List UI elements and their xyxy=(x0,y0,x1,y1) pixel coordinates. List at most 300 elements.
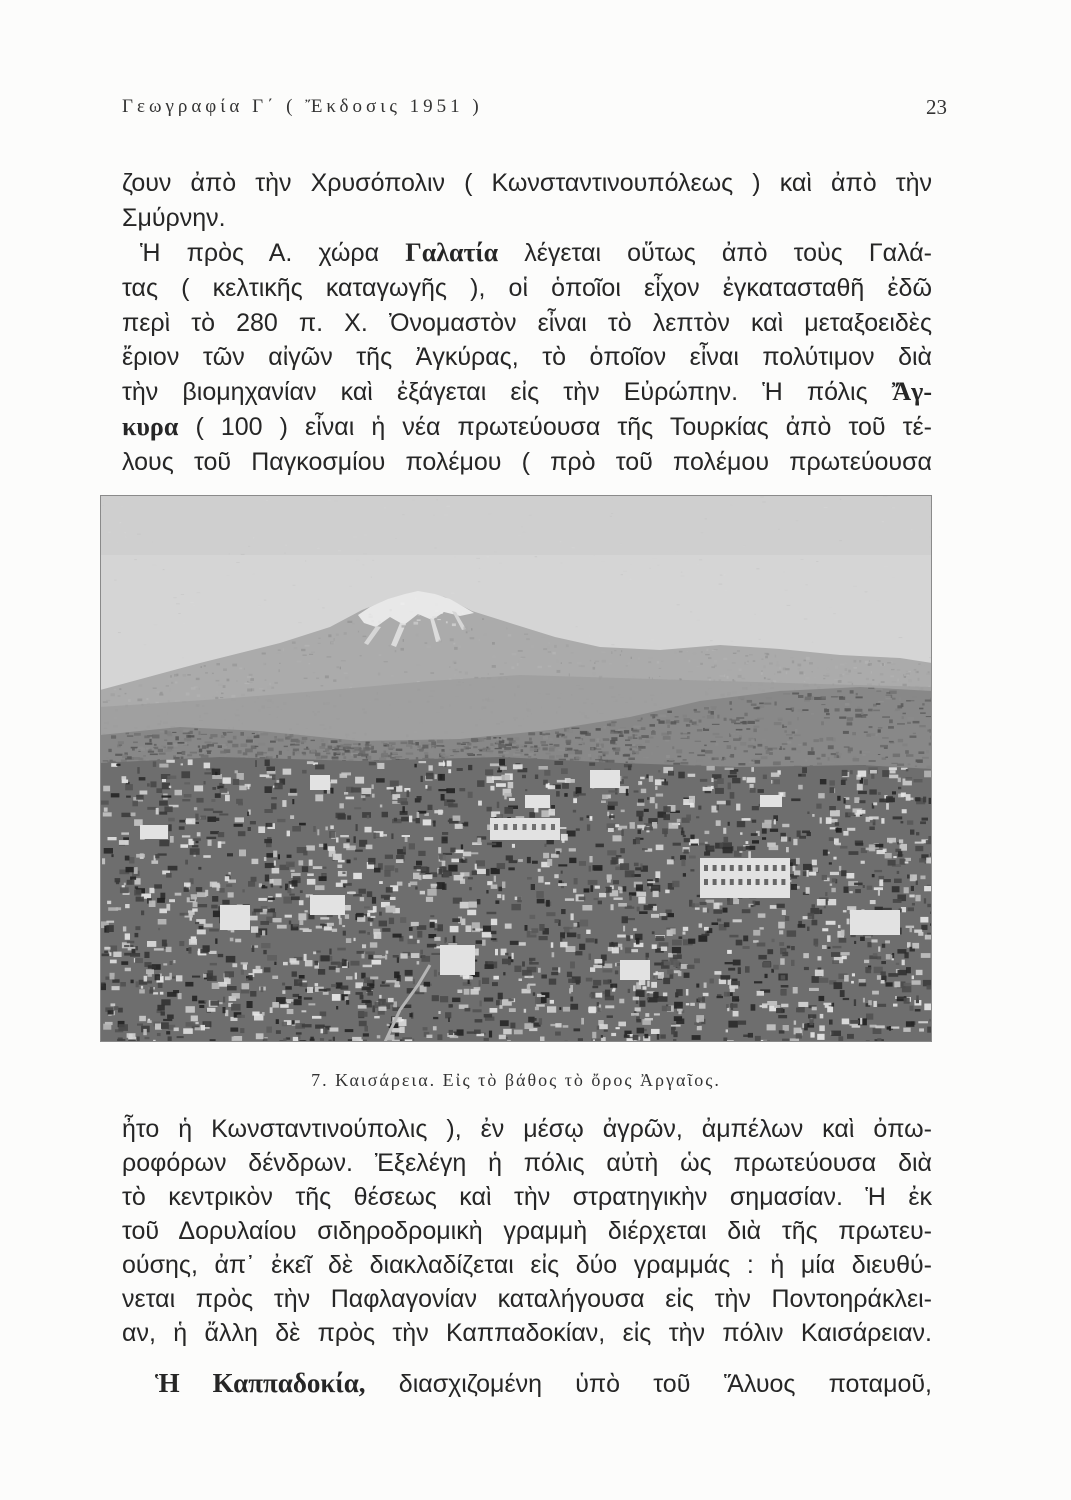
building-roof xyxy=(320,917,329,919)
building-shadow xyxy=(495,900,499,904)
building-shadow xyxy=(683,849,688,853)
building-roof xyxy=(599,1024,608,1029)
sky-speck xyxy=(523,532,526,533)
foothill-speck xyxy=(506,751,509,752)
foothill-speck xyxy=(556,755,562,758)
mountain-speck xyxy=(581,665,585,667)
foothill-speck xyxy=(878,701,884,702)
building-roof xyxy=(727,950,732,954)
building-roof xyxy=(368,910,375,913)
text-run: Ἡ πρὸς Α. χώρα xyxy=(140,238,406,267)
building-shadow xyxy=(263,950,266,954)
foothill-speck xyxy=(321,739,324,742)
mountain-speck xyxy=(732,662,736,664)
building-shadow xyxy=(536,891,544,898)
sky-speck xyxy=(286,545,287,546)
foothill-speck xyxy=(850,690,854,693)
building-shadow xyxy=(338,814,346,820)
mountain-speck xyxy=(174,674,177,677)
building-shadow xyxy=(598,901,602,905)
foothill-speck xyxy=(291,745,295,748)
building-shadow xyxy=(426,773,434,780)
mountain-speck xyxy=(737,650,740,652)
building-roof xyxy=(386,951,389,954)
building-shadow xyxy=(922,818,929,821)
building-roof xyxy=(116,907,121,910)
building-shadow xyxy=(639,816,643,821)
foothill-speck xyxy=(524,754,528,756)
building-shadow xyxy=(633,839,636,844)
mountain-speck xyxy=(309,663,311,664)
building-roof xyxy=(633,997,639,1001)
building-shadow xyxy=(809,1019,813,1025)
building-roof xyxy=(125,968,131,972)
foothill-speck xyxy=(225,755,227,757)
sky-speck xyxy=(124,532,126,533)
building-roof xyxy=(893,1004,898,1007)
building-shadow xyxy=(225,971,235,977)
sky-speck xyxy=(576,626,578,627)
building-roof xyxy=(783,1025,789,1031)
building xyxy=(310,895,345,915)
sky-speck xyxy=(784,571,785,572)
mountain-speck xyxy=(826,673,830,675)
building-roof xyxy=(143,1029,147,1035)
foothill-speck xyxy=(521,749,524,752)
building-shadow xyxy=(737,821,745,827)
foothill-speck xyxy=(710,741,716,742)
building-roof xyxy=(500,766,507,770)
building-roof xyxy=(435,774,437,779)
building-shadow xyxy=(828,947,831,949)
building-shadow xyxy=(723,847,733,853)
foothill-speck xyxy=(167,742,172,745)
building-roof xyxy=(655,786,657,790)
building-shadow xyxy=(497,770,501,772)
building-roof xyxy=(762,823,771,829)
building-shadow xyxy=(376,778,385,782)
building-shadow xyxy=(897,871,900,874)
foothill-speck xyxy=(717,715,719,719)
building-roof xyxy=(558,883,567,886)
building-shadow xyxy=(401,855,403,857)
mountain-speck xyxy=(455,669,458,671)
mountain-speck xyxy=(304,678,308,679)
text-run: νεται πρὸς τὴν Παφλαγονίαν καταλήγουσα εἰς τὴν Ποντοηράκλει- xyxy=(122,1285,932,1313)
foothill-speck xyxy=(697,729,702,731)
mountain-speck xyxy=(227,679,230,682)
foothill-speck xyxy=(172,749,180,750)
foothill-speck xyxy=(395,756,403,757)
building-roof xyxy=(774,819,776,824)
foothill-speck xyxy=(579,744,583,745)
building-roof xyxy=(818,956,822,960)
mountain-speck xyxy=(526,638,530,640)
building-shadow xyxy=(136,795,143,800)
foothill-speck xyxy=(805,697,811,700)
building-roof xyxy=(181,763,183,765)
mountain-speck xyxy=(404,671,408,673)
building-shadow xyxy=(473,1009,482,1012)
building-shadow xyxy=(802,767,807,773)
building-shadow xyxy=(589,994,592,998)
foothill-speck xyxy=(388,755,392,758)
building-shadow xyxy=(184,794,192,797)
building-shadow xyxy=(855,889,861,893)
foothill-speck xyxy=(284,746,288,747)
mountain-speck xyxy=(231,695,235,698)
building-roof xyxy=(299,920,303,925)
building-shadow xyxy=(184,887,189,892)
foothill-speck xyxy=(876,703,880,705)
mountain-speck xyxy=(159,694,163,696)
building-shadow xyxy=(546,900,550,907)
building-shadow xyxy=(723,908,728,913)
foothill-speck xyxy=(902,716,904,719)
building-shadow xyxy=(819,978,829,983)
building-roof xyxy=(822,928,828,931)
building-shadow xyxy=(115,878,121,882)
building-roof xyxy=(225,795,230,801)
building-shadow xyxy=(431,953,440,955)
foothill-speck xyxy=(918,751,924,754)
building-shadow xyxy=(908,907,915,911)
building-shadow xyxy=(407,790,410,797)
building-roof xyxy=(595,886,600,889)
mountain-speck xyxy=(857,673,861,674)
building-shadow xyxy=(787,930,797,936)
mountain-speck xyxy=(882,663,884,666)
foothill-speck xyxy=(705,750,713,754)
mountain-speck xyxy=(232,664,237,667)
mountain-speck xyxy=(918,663,920,664)
sky-speck xyxy=(371,577,372,578)
building-roof xyxy=(637,825,645,829)
mountain-speck xyxy=(414,622,419,625)
building-shadow xyxy=(353,894,362,896)
building-shadow xyxy=(829,1020,833,1025)
foothill-speck xyxy=(440,752,445,755)
building-roof xyxy=(871,939,877,942)
building-shadow xyxy=(367,891,372,897)
sky-speck xyxy=(454,557,456,558)
building-roof xyxy=(563,1007,570,1012)
mountain-speck xyxy=(929,686,930,687)
window xyxy=(721,879,725,885)
foothill-speck xyxy=(240,756,248,758)
building-roof xyxy=(636,892,646,897)
building-roof xyxy=(497,894,501,898)
foothill-speck xyxy=(596,728,601,731)
sky-speck xyxy=(892,507,895,508)
mountain-speck xyxy=(191,687,196,690)
mountain-speck xyxy=(390,609,392,611)
sky-speck xyxy=(681,576,685,577)
building-shadow xyxy=(763,775,767,780)
sky-speck xyxy=(437,499,438,500)
building-shadow xyxy=(421,776,423,782)
building-shadow xyxy=(881,961,886,964)
building-shadow xyxy=(644,1034,648,1038)
mountain-speck xyxy=(278,649,281,651)
building-roof xyxy=(256,1033,264,1039)
building-roof xyxy=(873,1001,877,1007)
foothill-speck xyxy=(751,739,755,742)
building-shadow xyxy=(346,1000,349,1005)
building-roof xyxy=(620,947,622,950)
building-shadow xyxy=(915,1009,921,1012)
building-shadow xyxy=(556,791,560,797)
mountain-speck xyxy=(166,685,169,686)
building-shadow xyxy=(127,880,135,885)
foothill-speck xyxy=(187,754,192,756)
mountain-speck xyxy=(401,648,405,651)
mountain-speck xyxy=(707,677,711,679)
window xyxy=(764,879,768,885)
foothill-speck xyxy=(246,740,253,743)
building-shadow xyxy=(532,861,538,864)
building-shadow xyxy=(728,822,730,826)
building-shadow xyxy=(254,909,263,913)
building-shadow xyxy=(570,1004,578,1010)
building-roof xyxy=(386,906,396,913)
building-shadow xyxy=(593,980,601,986)
building-roof xyxy=(726,1029,728,1032)
foothill-speck xyxy=(713,733,720,735)
building-shadow xyxy=(597,1002,599,1006)
building-shadow xyxy=(812,920,818,926)
building-roof xyxy=(365,827,372,833)
building-roof xyxy=(175,790,183,796)
building-roof xyxy=(370,922,372,926)
building-roof xyxy=(413,873,419,879)
foothill-speck xyxy=(811,747,814,751)
mountain-speck xyxy=(196,678,200,680)
foothill-speck xyxy=(845,703,850,706)
building-shadow xyxy=(382,928,390,932)
building-shadow xyxy=(850,1020,859,1024)
foothill-speck xyxy=(751,704,757,706)
foothill-speck xyxy=(790,761,794,762)
building-shadow xyxy=(238,803,243,806)
building-roof xyxy=(134,819,143,826)
foothill-speck xyxy=(473,753,478,754)
building-shadow xyxy=(657,1033,660,1040)
building-roof xyxy=(346,797,355,800)
building-shadow xyxy=(854,883,863,886)
foothill-speck xyxy=(784,730,787,732)
building-shadow xyxy=(672,940,682,946)
building-shadow xyxy=(213,811,223,813)
building-shadow xyxy=(366,951,375,954)
building-roof xyxy=(509,798,515,801)
building-shadow xyxy=(780,990,786,995)
building-shadow xyxy=(373,833,379,838)
building-roof xyxy=(903,1028,910,1032)
foothill-speck xyxy=(765,746,768,750)
building-roof xyxy=(169,973,172,980)
building-roof xyxy=(379,956,386,958)
building-shadow xyxy=(819,996,825,1001)
foothill-speck xyxy=(641,735,649,738)
mountain-speck xyxy=(777,661,779,664)
building-roof xyxy=(658,972,664,979)
sky-speck xyxy=(611,644,614,645)
text-line xyxy=(122,271,932,306)
foothill-speck xyxy=(428,744,431,746)
sky-speck xyxy=(123,675,124,676)
building-shadow xyxy=(603,961,605,964)
building-shadow xyxy=(472,871,477,876)
building-shadow xyxy=(364,1026,368,1032)
building-shadow xyxy=(683,873,686,877)
building-shadow xyxy=(124,953,131,956)
foothill-speck xyxy=(911,700,914,701)
foothill-speck xyxy=(704,745,707,747)
mountain-speck xyxy=(262,653,266,655)
building-roof xyxy=(374,932,382,939)
foothill-speck xyxy=(689,752,694,753)
foothill-speck xyxy=(656,746,658,747)
building-shadow xyxy=(825,892,827,896)
building-shadow xyxy=(169,824,172,831)
foothill-speck xyxy=(711,711,714,715)
building-shadow xyxy=(267,908,275,912)
building-roof xyxy=(663,993,667,997)
building-roof xyxy=(252,859,259,864)
building-roof xyxy=(423,819,432,825)
building-shadow xyxy=(302,1024,312,1027)
foothill-speck xyxy=(302,752,306,753)
building-shadow xyxy=(163,1019,172,1021)
building-shadow xyxy=(663,978,670,984)
mountain-speck xyxy=(265,663,266,665)
building-shadow xyxy=(658,770,660,772)
building-roof xyxy=(355,973,357,980)
building-shadow xyxy=(129,857,134,863)
building-shadow xyxy=(858,1018,867,1025)
building-shadow xyxy=(247,812,249,816)
foothill-speck xyxy=(132,757,134,760)
foothill-speck xyxy=(445,749,453,751)
building-roof xyxy=(280,1004,289,1008)
window xyxy=(730,865,734,871)
building-shadow xyxy=(125,856,130,861)
building-roof xyxy=(812,1007,817,1011)
foothill-speck xyxy=(897,764,904,766)
mountain-speck xyxy=(711,666,715,668)
building-roof xyxy=(838,925,841,928)
mountain-speck xyxy=(831,659,833,660)
sky-speck xyxy=(293,585,296,586)
building-shadow xyxy=(717,778,724,784)
building-shadow xyxy=(687,965,695,969)
building-shadow xyxy=(265,760,270,767)
building-shadow xyxy=(118,1008,123,1013)
building-shadow xyxy=(692,1035,701,1040)
foothill-speck xyxy=(697,754,705,756)
building-shadow xyxy=(808,1014,816,1018)
building-roof xyxy=(846,873,854,879)
mountain-speck xyxy=(746,662,748,664)
foothill-speck xyxy=(684,718,691,722)
building-roof xyxy=(491,919,497,925)
foothill-speck xyxy=(596,744,599,747)
foothill-speck xyxy=(839,696,843,698)
building-roof xyxy=(696,1015,704,1022)
building-roof xyxy=(643,986,647,990)
foothill-speck xyxy=(892,698,896,700)
building-roof xyxy=(825,1005,829,1008)
building-shadow xyxy=(770,829,778,832)
mountain-speck xyxy=(804,660,807,662)
foothill-speck xyxy=(331,740,338,743)
building-shadow xyxy=(637,907,640,912)
building-shadow xyxy=(607,850,616,855)
building-roof xyxy=(655,803,657,808)
building-shadow xyxy=(738,967,741,974)
building-roof xyxy=(166,904,170,911)
foothill-speck xyxy=(245,749,253,753)
building-roof xyxy=(683,932,686,935)
foothill-speck xyxy=(167,731,171,735)
building-roof xyxy=(704,927,709,931)
building-shadow xyxy=(440,854,446,860)
building-shadow xyxy=(716,805,719,811)
building-shadow xyxy=(673,961,679,967)
foothill-speck xyxy=(666,720,671,723)
mountain-speck xyxy=(649,677,650,679)
paragraph-above-figure xyxy=(122,166,932,480)
building-shadow xyxy=(751,833,758,836)
sky-speck xyxy=(560,541,562,542)
mountain-speck xyxy=(761,670,763,671)
building-roof xyxy=(573,798,577,803)
building-roof xyxy=(652,944,657,949)
foothill-speck xyxy=(220,751,226,754)
text-line xyxy=(122,1180,932,1214)
building-shadow xyxy=(240,1028,244,1033)
building-roof xyxy=(490,763,500,766)
mountain-speck xyxy=(379,654,382,656)
mountain-speck xyxy=(283,648,284,651)
mountain-speck xyxy=(859,660,861,663)
building xyxy=(700,858,790,898)
building-roof xyxy=(197,892,207,897)
foothill-speck xyxy=(860,751,862,754)
building-shadow xyxy=(271,803,276,809)
building-shadow xyxy=(580,920,588,927)
foothill-speck xyxy=(212,743,218,745)
foothill-speck xyxy=(922,703,924,705)
foothill-speck xyxy=(201,755,209,758)
building-roof xyxy=(617,935,626,938)
building-roof xyxy=(166,947,172,952)
foothill-speck xyxy=(270,741,276,743)
mountain-speck xyxy=(279,663,280,664)
building-roof xyxy=(125,904,130,908)
building-roof xyxy=(194,785,203,791)
foothill-speck xyxy=(650,714,657,716)
building-roof xyxy=(315,794,323,801)
building-shadow xyxy=(529,812,535,818)
building-shadow xyxy=(919,858,925,862)
building-roof xyxy=(502,895,504,901)
building-shadow xyxy=(603,980,610,985)
building-roof xyxy=(725,768,734,770)
mountain-speck xyxy=(363,636,367,637)
mountain-speck xyxy=(201,666,203,668)
